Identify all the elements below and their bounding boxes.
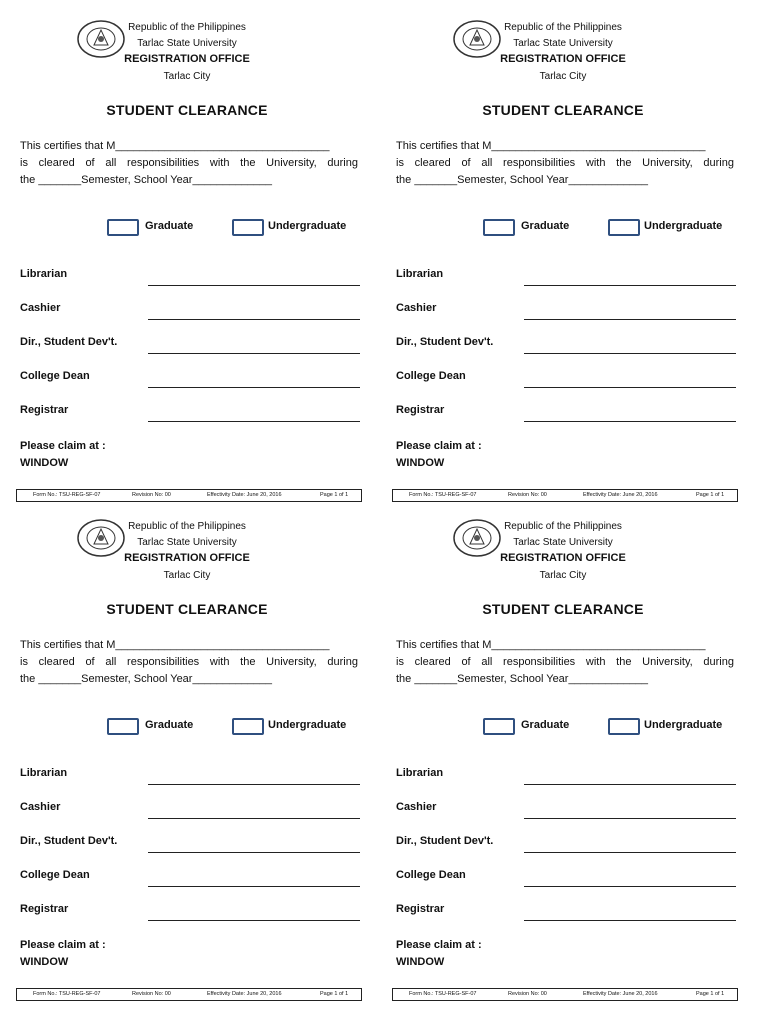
footer-form-no: Form No.: TSU-REG-SF-07 xyxy=(409,991,477,997)
clearance-form xyxy=(388,8,738,506)
signatory-label: College Dean xyxy=(396,370,466,382)
undergraduate-checkbox[interactable] xyxy=(232,718,264,735)
signature-line[interactable] xyxy=(524,920,736,921)
undergraduate-checkbox[interactable] xyxy=(608,718,640,735)
claim-label: Please claim at : xyxy=(20,440,106,452)
footer-form-no: Form No.: TSU-REG-SF-07 xyxy=(409,492,477,498)
signature-line[interactable] xyxy=(524,784,736,785)
signatory-label: Dir., Student Dev't. xyxy=(20,336,118,348)
graduate-label: Graduate xyxy=(521,719,570,731)
header-city: Tarlac City xyxy=(163,570,211,581)
footer-page: Page 1 of 1 xyxy=(696,492,725,498)
header-office: REGISTRATION OFFICE xyxy=(124,552,250,564)
header-university: Tarlac State University xyxy=(513,38,613,49)
form-footer xyxy=(392,988,738,1001)
certification-line-3: the _______Semester, School Year_____________ xyxy=(20,673,272,685)
form-footer xyxy=(392,489,738,502)
footer-effectivity: Effectivity Date: June 20, 2016 xyxy=(207,492,282,498)
signature-line[interactable] xyxy=(148,920,360,921)
signatory-label: Dir., Student Dev't. xyxy=(20,835,118,847)
certification-line-1: This certifies that M___________________________________ xyxy=(20,639,330,651)
undergraduate-label: Undergraduate xyxy=(268,719,347,731)
footer-revision: Revision No: 00 xyxy=(508,991,547,997)
signatory-label: Registrar xyxy=(396,404,445,416)
signature-line[interactable] xyxy=(524,818,736,819)
signatory-label: Cashier xyxy=(20,302,61,314)
signatory-label: Cashier xyxy=(20,801,61,813)
footer-effectivity: Effectivity Date: June 20, 2016 xyxy=(207,991,282,997)
header-office: REGISTRATION OFFICE xyxy=(500,53,626,65)
claim-label: Please claim at : xyxy=(396,440,482,452)
signatory-label: College Dean xyxy=(20,370,90,382)
signature-line[interactable] xyxy=(148,319,360,320)
header-city: Tarlac City xyxy=(163,71,211,82)
footer-page: Page 1 of 1 xyxy=(320,991,349,997)
header-university: Tarlac State University xyxy=(137,38,237,49)
signatory-label: College Dean xyxy=(396,869,466,881)
header-city: Tarlac City xyxy=(539,570,587,581)
claim-label: Please claim at : xyxy=(20,939,106,951)
signature-line[interactable] xyxy=(148,285,360,286)
signature-line[interactable] xyxy=(148,421,360,422)
graduate-checkbox[interactable] xyxy=(483,219,515,236)
signature-line[interactable] xyxy=(148,852,360,853)
footer-effectivity: Effectivity Date: June 20, 2016 xyxy=(583,991,658,997)
signatory-label: Registrar xyxy=(20,903,69,915)
claim-value: WINDOW xyxy=(396,956,445,968)
form-footer xyxy=(16,988,362,1001)
claim-label: Please claim at : xyxy=(396,939,482,951)
signatory-label: Registrar xyxy=(20,404,69,416)
claim-value: WINDOW xyxy=(396,457,445,469)
footer-page: Page 1 of 1 xyxy=(696,991,725,997)
signatory-label: Librarian xyxy=(20,767,68,779)
graduate-label: Graduate xyxy=(145,220,194,232)
signature-line[interactable] xyxy=(148,818,360,819)
signature-line[interactable] xyxy=(148,886,360,887)
clearance-form xyxy=(388,507,738,1005)
certification-line-3: the _______Semester, School Year_____________ xyxy=(20,174,272,186)
header-university: Tarlac State University xyxy=(137,537,237,548)
undergraduate-label: Undergraduate xyxy=(268,220,347,232)
header-office: REGISTRATION OFFICE xyxy=(500,552,626,564)
form-title: STUDENT CLEARANCE xyxy=(106,102,268,118)
signatory-label: Librarian xyxy=(20,268,68,280)
claim-value: WINDOW xyxy=(20,956,69,968)
signature-line[interactable] xyxy=(524,421,736,422)
signatory-label: Dir., Student Dev't. xyxy=(396,835,494,847)
header-office: REGISTRATION OFFICE xyxy=(124,53,250,65)
signature-line[interactable] xyxy=(524,852,736,853)
signature-line[interactable] xyxy=(148,387,360,388)
signatory-label: Registrar xyxy=(396,903,445,915)
graduate-label: Graduate xyxy=(145,719,194,731)
footer-revision: Revision No: 00 xyxy=(132,991,171,997)
signature-line[interactable] xyxy=(524,387,736,388)
header-city: Tarlac City xyxy=(539,71,587,82)
signatory-label: College Dean xyxy=(20,869,90,881)
form-title: STUDENT CLEARANCE xyxy=(482,601,644,617)
signatory-label: Cashier xyxy=(396,302,437,314)
graduate-checkbox[interactable] xyxy=(107,718,139,735)
header-republic: Republic of the Philippines xyxy=(128,22,246,33)
certification-line-1: This certifies that M___________________________________ xyxy=(396,140,706,152)
header-university: Tarlac State University xyxy=(513,537,613,548)
graduate-checkbox[interactable] xyxy=(107,219,139,236)
footer-revision: Revision No: 00 xyxy=(508,492,547,498)
certification-line-2: is cleared of all responsibilities with the University, during xyxy=(20,656,358,668)
undergraduate-checkbox[interactable] xyxy=(232,219,264,236)
footer-page: Page 1 of 1 xyxy=(320,492,349,498)
undergraduate-label: Undergraduate xyxy=(644,220,723,232)
form-footer xyxy=(16,489,362,502)
signatory-label: Librarian xyxy=(396,767,444,779)
signature-line[interactable] xyxy=(524,319,736,320)
certification-line-3: the _______Semester, School Year_____________ xyxy=(396,174,648,186)
footer-effectivity: Effectivity Date: June 20, 2016 xyxy=(583,492,658,498)
signature-line[interactable] xyxy=(148,353,360,354)
header-republic: Republic of the Philippines xyxy=(504,521,622,532)
signatory-label: Librarian xyxy=(396,268,444,280)
signature-line[interactable] xyxy=(524,886,736,887)
footer-revision: Revision No: 00 xyxy=(132,492,171,498)
certification-line-2: is cleared of all responsibilities with the University, during xyxy=(396,656,734,668)
certification-line-2: is cleared of all responsibilities with the University, during xyxy=(396,157,734,169)
signature-line[interactable] xyxy=(524,285,736,286)
signatory-label: Cashier xyxy=(396,801,437,813)
clearance-form xyxy=(12,8,362,506)
form-title: STUDENT CLEARANCE xyxy=(106,601,268,617)
graduate-checkbox[interactable] xyxy=(483,718,515,735)
signature-line[interactable] xyxy=(148,784,360,785)
certification-line-2: is cleared of all responsibilities with the University, during xyxy=(20,157,358,169)
certification-line-1: This certifies that M___________________________________ xyxy=(396,639,706,651)
header-republic: Republic of the Philippines xyxy=(128,521,246,532)
undergraduate-checkbox[interactable] xyxy=(608,219,640,236)
claim-value: WINDOW xyxy=(20,457,69,469)
header-republic: Republic of the Philippines xyxy=(504,22,622,33)
graduate-label: Graduate xyxy=(521,220,570,232)
signature-line[interactable] xyxy=(524,353,736,354)
certification-line-3: the _______Semester, School Year_____________ xyxy=(396,673,648,685)
undergraduate-label: Undergraduate xyxy=(644,719,723,731)
form-title: STUDENT CLEARANCE xyxy=(482,102,644,118)
signatory-label: Dir., Student Dev't. xyxy=(396,336,494,348)
clearance-form xyxy=(12,507,362,1005)
footer-form-no: Form No.: TSU-REG-SF-07 xyxy=(33,991,101,997)
footer-form-no: Form No.: TSU-REG-SF-07 xyxy=(33,492,101,498)
certification-line-1: This certifies that M___________________________________ xyxy=(20,140,330,152)
